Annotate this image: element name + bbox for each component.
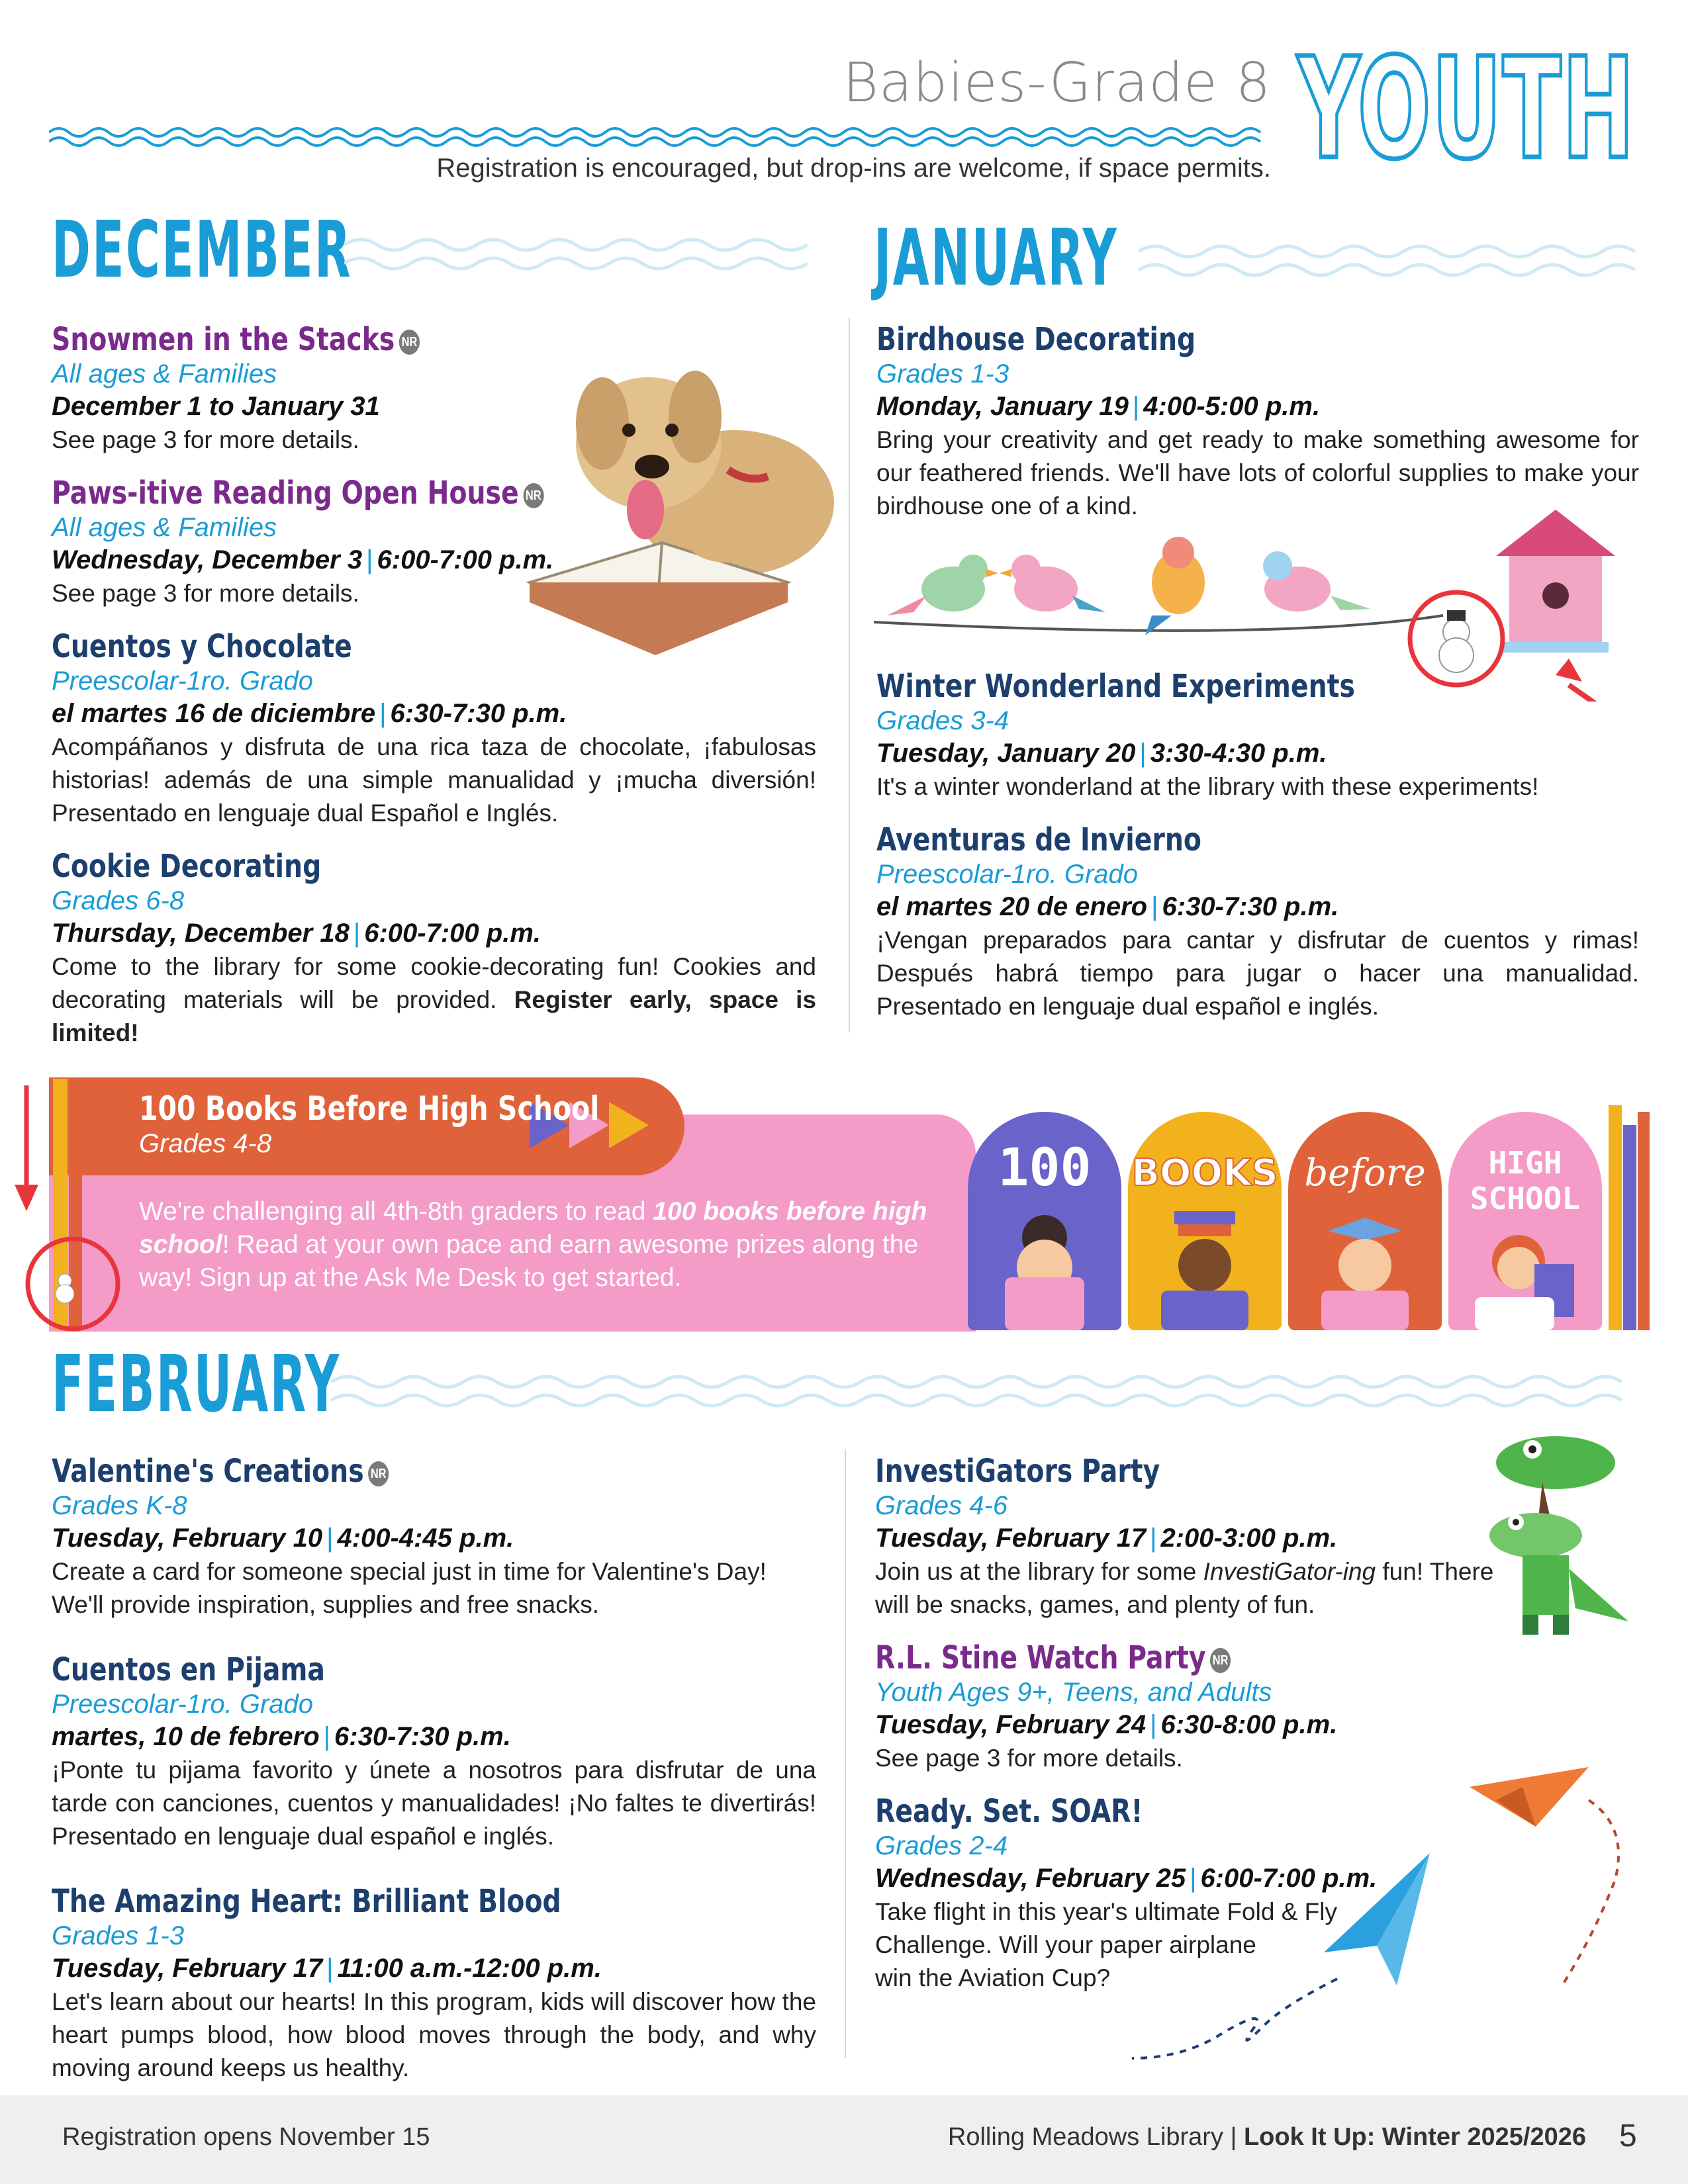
event-title: Cuentos en Pijama <box>52 1651 325 1688</box>
event-date: Tuesday, February 17 | 11:00 a.m.-12:00 p.m. <box>52 1954 602 1983</box>
arch-books: BOOKS <box>1128 1112 1282 1330</box>
event-audience: Youth Ages 9+, Teens, and Adults <box>875 1678 1272 1707</box>
event-title: InvestiGators Party <box>875 1453 1160 1490</box>
no-registration-badge: NR <box>399 330 420 355</box>
reader-boy-illustration <box>1128 1205 1282 1330</box>
event-date: Tuesday, January 20 | 3:30-4:30 p.m. <box>876 739 1327 768</box>
header-subtitle: Babies-Grade 8 <box>843 52 1271 114</box>
event-date: Wednesday, February 25 | 6:00-7:00 p.m. <box>875 1864 1378 1893</box>
event-audience: Grades 1-3 <box>52 1921 185 1950</box>
banner-grades: Grades 4-8 <box>139 1129 272 1158</box>
event-date: Tuesday, February 10 | 4:00-4:45 p.m. <box>52 1524 514 1553</box>
event-date: Tuesday, February 24 | 6:30-8:00 p.m. <box>875 1710 1338 1739</box>
registration-note: Registration is encouraged, but drop-ins are welcome, if space permits. <box>436 154 1271 183</box>
event-audience: All ages & Families <box>52 359 277 388</box>
event-description: Take flight in this year's ultimate Fold & Fly Challenge. Will your paper airplane win the Aviation Cup? <box>875 1898 1337 1991</box>
february-decorative-wave <box>331 1369 1642 1415</box>
event-title: Cookie Decorating <box>52 848 322 885</box>
event-description: Come to the library for some cookie-decorating fun! Cookies and decorating materials will be provided. Register early, space is limited! <box>52 953 817 1046</box>
bird-4 <box>1263 551 1370 612</box>
reader-teen-illustration <box>1448 1205 1602 1330</box>
event-title: Cuentos y Chocolate <box>52 628 352 665</box>
event-paws-itive-reading <box>52 474 816 610</box>
event-description: ¡Ponte tu pijama favorito y únete a nosotros para disfrutar de una tarde con canciones, cuentos y manualidades! ¡No faltes te divertirás! Presentado en lenguaje dual español e inglés. <box>52 1756 816 1850</box>
event-cookie-decorating <box>52 847 816 1050</box>
event-audience: Preescolar-1ro. Grado <box>52 666 313 696</box>
footer-publication: Rolling Meadows Library | Look It Up: Winter 2025/2026 <box>947 2123 1586 2151</box>
event-title: Aventuras de Invierno <box>876 821 1201 858</box>
bird-3 <box>1145 537 1205 635</box>
event-audience: Grades K-8 <box>52 1491 187 1520</box>
event-audience: Grades 2-4 <box>875 1831 1008 1860</box>
event-snowmen-in-the-stacks <box>52 320 816 457</box>
book-stack-decoration <box>13 1072 139 1337</box>
event-audience: Grades 3-4 <box>876 706 1009 735</box>
event-date: Wednesday, December 3 | 6:00-7:00 p.m. <box>52 545 554 574</box>
banner-description: We're challenging all 4th-8th graders to read 100 books before high school! Read at your own pace and earn awesome prizes along the way! Sign up at the Ask Me Desk to get started. <box>139 1197 927 1292</box>
event-amazing-heart <box>52 1882 816 2085</box>
bird-1 <box>887 555 998 615</box>
section-title-youth: YOUTH <box>1297 28 1636 190</box>
paper-airplanes-illustration <box>1112 1760 1655 2065</box>
birdhouse <box>1496 510 1615 653</box>
event-audience: Preescolar-1ro. Grado <box>52 1690 313 1719</box>
register-early-note: Register early, space is limited! <box>52 986 817 1046</box>
month-heading-february: FEBRUARY <box>52 1338 341 1430</box>
event-title: The Amazing Heart: Brilliant Blood <box>52 1883 561 1920</box>
column-divider <box>845 1449 846 2058</box>
snowman-icon <box>1439 610 1474 672</box>
event-title: R.L. Stine Watch Party NR <box>875 1639 1505 1677</box>
event-description: Bring your creativity and get ready to make something awesome for our feathered friends. We'll have lots of colorful supplies to make your birdhouse one of a kind. <box>876 426 1639 520</box>
event-description: Create a card for someone special just in time for Valentine's Day! We'll provide inspiration, supplies and free snacks. <box>52 1558 767 1618</box>
reader-girl-2-illustration <box>1288 1205 1442 1330</box>
event-description: It's a winter wonderland at the library with these experiments! <box>876 773 1539 800</box>
event-birdhouse-decorating <box>876 320 1639 523</box>
banner-title: 100 Books Before High School <box>139 1089 600 1128</box>
event-rl-stine-watch-party <box>875 1639 1643 1775</box>
event-audience: All ages & Families <box>52 513 277 542</box>
footer-registration-note: Registration opens November 15 <box>62 2123 430 2151</box>
february-events-left <box>52 1452 816 2102</box>
column-divider <box>849 318 850 1032</box>
january-decorative-wave <box>1139 238 1642 285</box>
arch-high-school: HIGH SCHOOL <box>1448 1112 1602 1330</box>
event-title: Birdhouse Decorating <box>876 321 1196 358</box>
event-date: el martes 16 de diciembre | 6:30-7:30 p.m. <box>52 699 567 728</box>
event-date: Tuesday, February 17 | 2:00-3:00 p.m. <box>875 1524 1338 1553</box>
january-events-continued <box>876 667 1639 1040</box>
event-valentines-creations <box>52 1452 816 1621</box>
reader-girl-illustration <box>968 1205 1121 1330</box>
event-date: December 1 to January 31 <box>52 392 380 421</box>
december-decorative-wave <box>344 232 808 278</box>
event-aventuras-de-invierno <box>876 821 1639 1023</box>
event-title: Paws-itive Reading Open House NR <box>52 474 679 512</box>
event-date: martes, 10 de febrero | 6:30-7:30 p.m. <box>52 1722 511 1751</box>
event-audience: Grades 4-6 <box>875 1491 1008 1520</box>
event-description: Let's learn about our hearts! In this program, kids will discover how the heart pumps blood, how blood moves through the body, and why moving around keeps us healthy. <box>52 1988 816 2081</box>
event-description: Join us at the library for some InvestiGator-ing fun! There will be snacks, games, and plenty of fun. <box>875 1558 1494 1618</box>
event-audience: Preescolar-1ro. Grado <box>876 860 1138 889</box>
event-date: Monday, January 19 | 4:00-5:00 p.m. <box>876 392 1321 421</box>
event-cuentos-en-pijama <box>52 1651 816 1853</box>
event-date: Thursday, December 18 | 6:00-7:00 p.m. <box>52 919 541 948</box>
event-cuentos-y-chocolate <box>52 627 816 830</box>
header-wave-divider <box>49 123 1274 150</box>
event-audience: Grades 6-8 <box>52 886 185 915</box>
event-description: Acompáñanos y disfruta de una rica taza de chocolate, ¡fabulosas historias! además de una simple manualidad y ¡mucha diversión! Presentado en lenguaje dual Español e Inglés. <box>52 733 816 827</box>
month-heading-december: DECEMBER <box>52 204 352 295</box>
event-description: See page 3 for more details. <box>875 1745 1183 1772</box>
page-number: 5 <box>1619 2118 1637 2154</box>
event-title: Ready. Set. SOAR! <box>875 1793 1143 1830</box>
orange-paper-plane-icon <box>1470 1767 1589 1827</box>
event-title: Winter Wonderland Experiments <box>876 668 1355 705</box>
event-title: Snowmen in the Stacks NR <box>52 320 679 359</box>
event-date: el martes 20 de enero | 6:30-7:30 p.m. <box>876 892 1339 921</box>
month-heading-january: JANUARY <box>874 212 1119 303</box>
no-registration-badge: NR <box>523 483 543 508</box>
bird-2 <box>1000 555 1105 612</box>
event-description: See page 3 for more details. <box>52 580 359 607</box>
event-description: See page 3 for more details. <box>52 426 359 453</box>
december-events <box>52 320 816 1067</box>
no-registration-badge: NR <box>368 1461 389 1486</box>
red-arrow-down-icon <box>15 1185 38 1211</box>
event-investigators-party <box>875 1452 1643 1621</box>
blue-paper-plane-icon <box>1324 1853 1430 1999</box>
event-title: Valentine's Creations NR <box>52 1452 679 1490</box>
event-winter-wonderland <box>876 667 1639 803</box>
arch-100: 100 <box>968 1112 1121 1330</box>
book-stack-decoration-right <box>1602 1099 1655 1337</box>
event-description: ¡Vengan preparados para cantar y disfrutar de cuentos y rimas! Después habrá tiempo para jugar o hacer una manualidad. Presentado en lenguaje dual español e inglés. <box>876 927 1639 1020</box>
arch-before: before <box>1288 1112 1442 1330</box>
event-audience: Grades 1-3 <box>876 359 1009 388</box>
no-registration-badge: NR <box>1210 1648 1231 1673</box>
